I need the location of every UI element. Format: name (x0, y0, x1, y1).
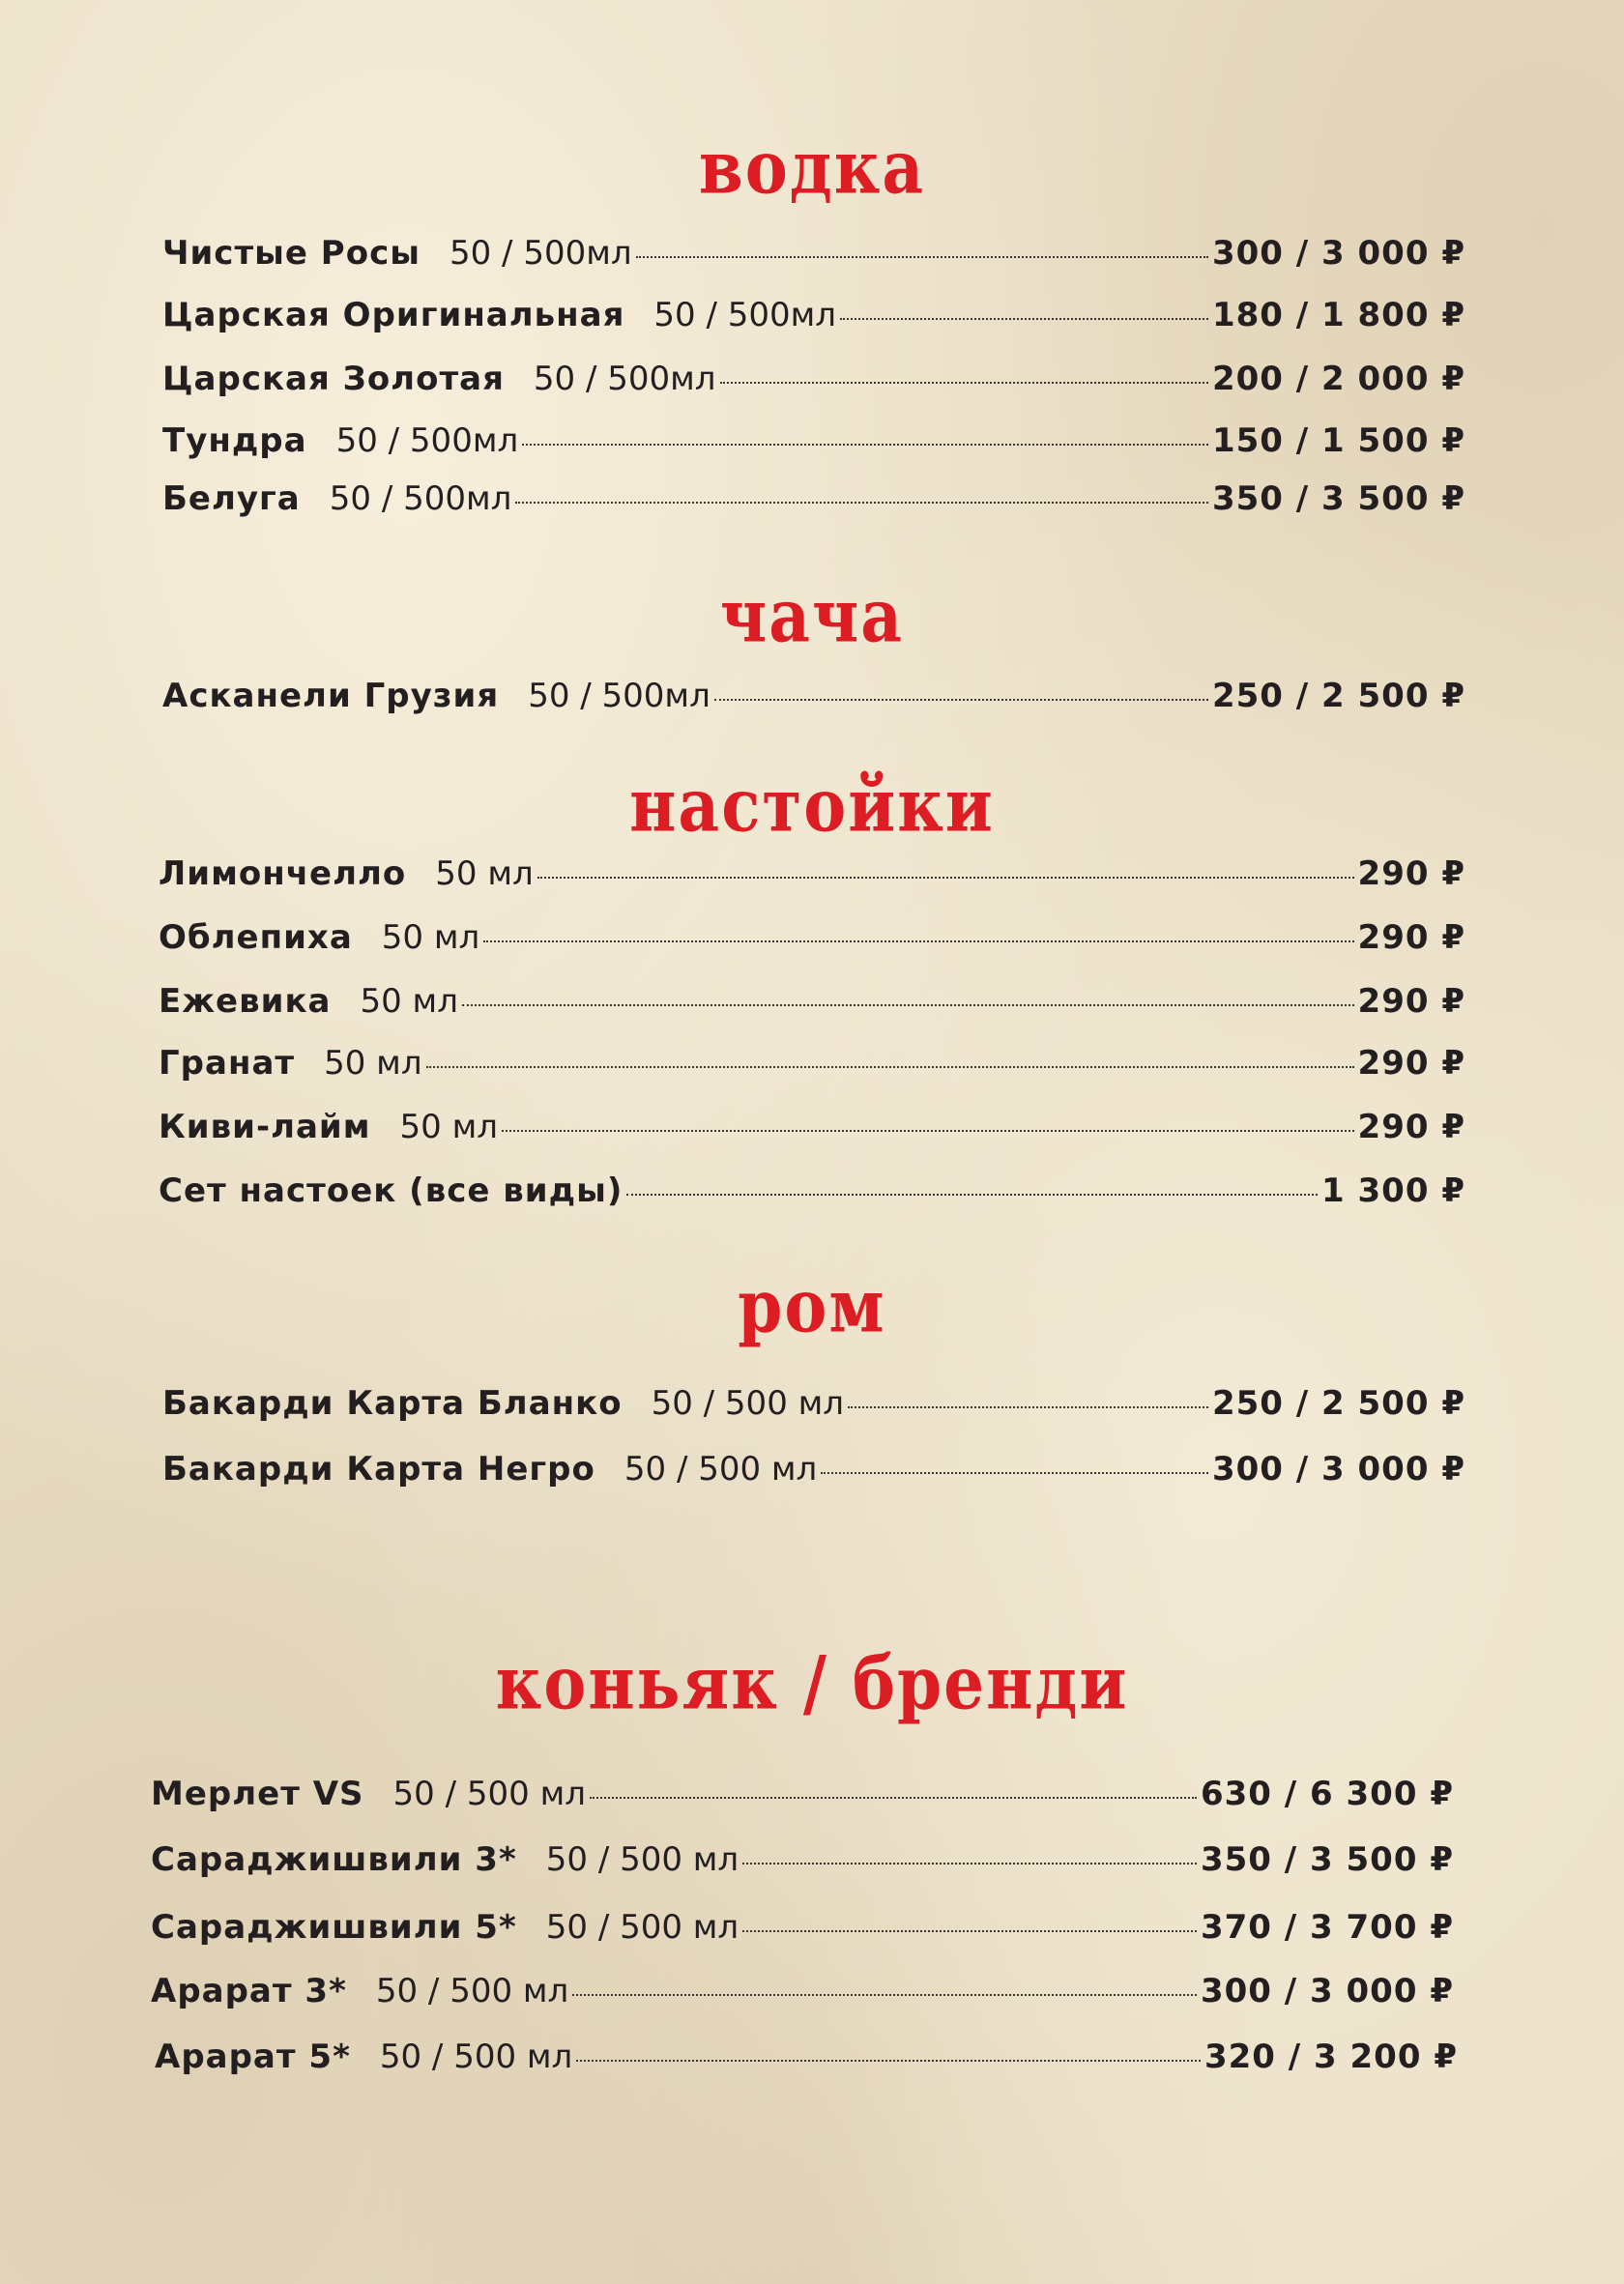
dot-leader (720, 382, 1208, 384)
menu-item (159, 918, 1465, 957)
item-price: 320 / 3 200 ₽ (1204, 2038, 1458, 2076)
item-price: 300 / 3 000 ₽ (1200, 1972, 1454, 2010)
item-volume: 50 / 500 мл (545, 1840, 740, 1879)
menu-item (162, 479, 1465, 518)
item-price: 150 / 1 500 ₽ (1211, 421, 1465, 460)
menu-item (162, 1450, 1465, 1489)
item-volume: 50 / 500мл (528, 677, 710, 715)
item-price: 180 / 1 800 ₽ (1211, 296, 1465, 334)
item-volume: 50 мл (435, 854, 534, 893)
item-volume: 50 мл (381, 918, 480, 957)
menu-item (151, 1840, 1454, 1879)
item-volume: 50 мл (324, 1044, 422, 1083)
item-name: Гранат (159, 1044, 296, 1083)
item-price: 250 / 2 500 ₽ (1211, 677, 1465, 715)
item-name: Облепиха (159, 918, 353, 957)
section-title-chacha: чача (719, 572, 905, 659)
dot-leader (462, 1004, 1354, 1006)
menu-item (159, 982, 1465, 1021)
item-volume: 50 / 500мл (335, 421, 519, 460)
item-price: 290 ₽ (1357, 1044, 1465, 1083)
item-price: 300 / 3 000 ₽ (1211, 234, 1465, 273)
item-volume: 50 / 500мл (449, 234, 632, 273)
item-volume: 50 мл (360, 982, 458, 1021)
dot-leader (572, 1994, 1197, 1996)
menu-item (162, 677, 1465, 715)
item-price: 250 / 2 500 ₽ (1211, 1384, 1465, 1423)
menu-item (162, 1384, 1465, 1423)
menu-item (159, 1108, 1465, 1146)
item-price: 200 / 2 000 ₽ (1211, 360, 1465, 398)
item-name: Арарат 5* (155, 2038, 351, 2076)
item-price: 290 ₽ (1357, 982, 1465, 1021)
item-volume: 50 / 500мл (533, 360, 716, 398)
menu-item (151, 1775, 1454, 1813)
item-name: Лимончелло (159, 854, 407, 893)
dot-leader (483, 940, 1353, 942)
item-name: Мерлет VS (151, 1775, 364, 1813)
item-name: Белуга (162, 479, 301, 518)
menu-item (155, 2038, 1458, 2076)
dot-leader (502, 1130, 1354, 1132)
item-volume: 50 / 500 мл (375, 1972, 569, 2010)
menu-item (162, 296, 1465, 334)
item-name: Арарат 3* (151, 1972, 347, 2010)
section-title-nastoyki: настойки (629, 762, 995, 849)
item-price: 290 ₽ (1357, 1108, 1465, 1146)
dot-leader (742, 1863, 1197, 1865)
item-name: Царская Оригинальная (162, 296, 625, 334)
item-volume: 50 / 500 мл (545, 1908, 740, 1947)
item-name: Бакарди Карта Бланко (162, 1384, 623, 1423)
item-name: Тундра (162, 421, 307, 460)
menu-item (162, 421, 1465, 460)
menu-item (151, 1972, 1454, 2010)
section-title-vodka: водка (698, 124, 926, 211)
item-volume: 50 мл (399, 1108, 498, 1146)
menu-item (162, 234, 1465, 273)
item-volume: 50 / 500мл (653, 296, 837, 334)
dot-leader (626, 1194, 1318, 1196)
dot-leader (821, 1472, 1208, 1474)
menu-item (162, 360, 1465, 398)
item-name: Ежевика (159, 982, 332, 1021)
item-name: Сет настоек (все виды) (159, 1171, 624, 1210)
item-price: 290 ₽ (1357, 918, 1465, 957)
item-name: Бакарди Карта Негро (162, 1450, 595, 1489)
menu-item (159, 1044, 1465, 1083)
menu-item (159, 854, 1465, 893)
dot-leader (714, 699, 1208, 701)
dot-leader (840, 318, 1208, 320)
dot-leader (576, 2060, 1201, 2062)
dot-leader (590, 1797, 1197, 1799)
item-price: 630 / 6 300 ₽ (1200, 1775, 1454, 1813)
section-title-cognac-brandy: коньяк / бренди (495, 1639, 1129, 1726)
item-name: Сараджишвили 3* (151, 1840, 517, 1879)
item-price: 1 300 ₽ (1321, 1171, 1465, 1210)
item-price: 350 / 3 500 ₽ (1211, 479, 1465, 518)
item-volume: 50 / 500 мл (379, 2038, 573, 2076)
dot-leader (636, 256, 1208, 258)
dot-leader (848, 1406, 1208, 1408)
item-name: Сараджишвили 5* (151, 1908, 517, 1947)
item-price: 350 / 3 500 ₽ (1200, 1840, 1454, 1879)
item-volume: 50 / 500 мл (392, 1775, 586, 1813)
item-price: 290 ₽ (1357, 854, 1465, 893)
dot-leader (522, 444, 1208, 446)
item-price: 300 / 3 000 ₽ (1211, 1450, 1465, 1489)
dot-leader (515, 502, 1208, 504)
item-name: Царская Золотая (162, 360, 505, 398)
item-volume: 50 / 500мл (329, 479, 512, 518)
menu-item (151, 1908, 1454, 1947)
menu-item-set (159, 1171, 1465, 1210)
item-name: Киви-лайм (159, 1108, 371, 1146)
item-name: Асканели Грузия (162, 677, 500, 715)
item-price: 370 / 3 700 ₽ (1200, 1908, 1454, 1947)
dot-leader (426, 1066, 1354, 1068)
item-volume: 50 / 500 мл (624, 1450, 818, 1489)
item-name: Чистые Росы (162, 234, 420, 273)
dot-leader (537, 877, 1354, 879)
section-title-rum: ром (738, 1262, 886, 1349)
item-volume: 50 / 500 мл (651, 1384, 845, 1423)
dot-leader (742, 1930, 1197, 1932)
